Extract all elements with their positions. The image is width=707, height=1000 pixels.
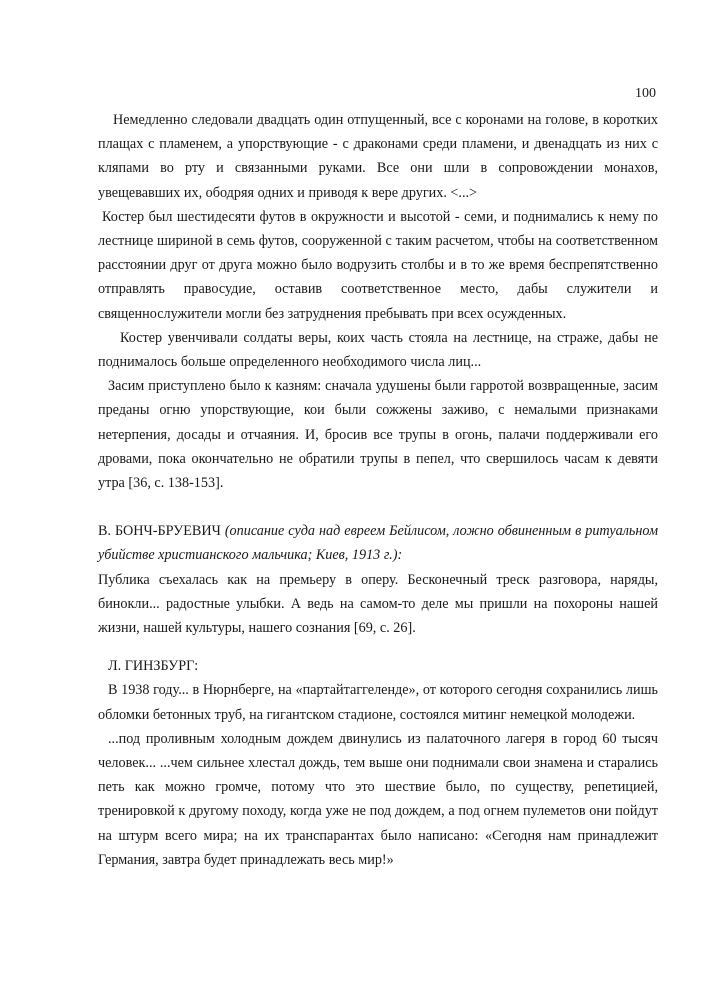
paragraph-procession: Немедленно следовали двадцать один отпущенный, все с коронами на голове, в коротких плащах с пламенем, а упорствующие - с драконами среди пламени, и двенадцать из них с кляпами во рту и связанными руками. Все они шли в сопровождении монахов, увещевавших их, ободряя одних и приводя к вере других. <...> [98,112,658,201]
paragraph-march: ...под проливным холодным дождем двинулись из палаточного лагеря в город 60 тысяч человек... ...чем сильнее хлестал дождь, тем выше они поднимали свои знамена и старались петь как можно громче, потому что это шествие было, по существу, репетицией, тренировкой к другому походу, когда уже не под дождем, а под огнем пулеметов они пойдут на штурм всего мира; на их транспарантах было написано: «Сегодня нам принадлежит Германия, завтра будет принадлежать весь мир!» [98,730,658,868]
paragraph-bonch-heading [98,519,658,567]
author-name: В. БОНЧ-БРУЕВИЧ [98,523,221,540]
paragraph-pyre: Костер был шестидесяти футов в окружности и высотой - семи, и поднимались к нему по лестнице шириной в семь футов, сооруженной с таким расчетом, чтобы на соответственном расстоянии друг от друга можно было водрузить столбы и в то же время беспрепятственно отправлять правосудие, оставив соответственное место, дабы служители и священнослужители могли без затруднения пребывать при всех осужденных. [98,208,658,322]
author-ginzburg: Л. ГИНЗБУРГ: [108,658,199,675]
spacer [98,640,658,654]
paragraph-executions: Засим приступлено было к казням: сначала удушены были гарротой возвращенные, засим преданы огню упорствующие, кои были сожжены заживо, с немалыми признаками нетерпения, досады и отчаяния. И, бросив все трупы в огонь, палачи поддерживали его дровами, пока окончательно не обратили трупы в пепел, что свершилось часам к девяти утра [36, с. 138-153]. [98,378,658,492]
spacer [98,495,658,519]
document-body [98,108,658,872]
page-number: 100 [635,86,656,101]
paragraph-nuremberg: В 1938 году... в Нюрнберге, на «партайтаггеленде», от которого сегодня сохранились лишь обломки бетонных труб, на гигантском стадионе, состоялся митинг немецкой молодежи. [98,682,658,723]
paragraph-soldiers: Костер увенчивали солдаты веры, коих часть стояла на лестнице, на страже, дабы не поднималось больше определенного необходимого числа лиц... [98,329,658,371]
author-note: (описание суда над евреем Бейлисом, ложно обвиненным в ритуальном убийстве христианского мальчика; Киев, 1913 г.): [98,523,658,564]
paragraph-public: Публика съехалась как на премьеру в оперу. Бесконечный треск разговора, наряды, бинокли... радостные улыбки. А ведь на самом-то деле мы пришли на похороны нашей жизни, нашей культуры, нашего сознания [69, с. 26]. [98,571,658,637]
